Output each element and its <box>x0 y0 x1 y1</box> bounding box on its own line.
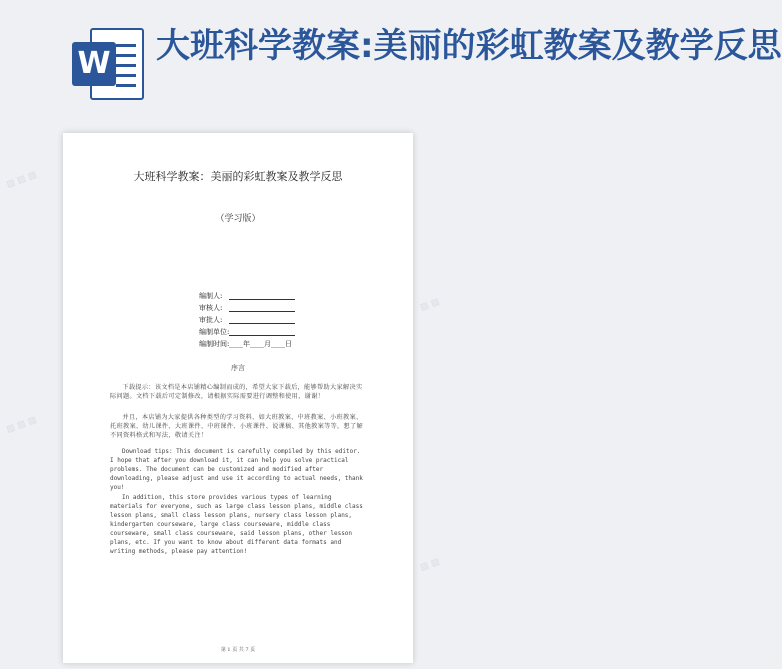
field-line <box>229 299 295 300</box>
document-subtitle: （学习版） <box>215 214 261 224</box>
field-label: 编制人: <box>199 292 223 300</box>
paragraph-cn-1: 下载提示：该文档是本店铺精心编制而成的，希望大家下载后，能够帮助大家解决实际问题。文档下载后可定制修改，请根据实际需要进行调整和使用，谢谢！ <box>110 384 363 400</box>
field-label: 审核人: <box>199 304 223 312</box>
paragraph-en-2: In addition, this store provides various types of learning materials for everyone, such as large class lesson plans, middle class lesson plans, small class lesson plans, nursery class lesson plans, kindergarten courseware, large class courseware, middle class courseware, small class courseware, said lesson plans, other lesson plans, etc. If you want to know about different data formats and writing methods, please pay attention! <box>110 494 363 555</box>
paragraph-cn-2: 并且，本店铺为大家提供各种类型的学习资料，如大班教案、中班教案、小班教案、托班教案、幼儿课件、大班课件、中班课件、小班课件、说课稿、其他教案等等，想了解不同资料格式和写法，敬请关注！ <box>110 414 364 439</box>
field-label: 编制单位: <box>199 328 230 336</box>
field-label: 编制时间: <box>199 340 230 348</box>
page-footer: 第 1 页 共 7 页 <box>220 647 256 653</box>
field-line <box>229 335 295 336</box>
word-icon <box>72 28 144 100</box>
document-page <box>63 133 413 663</box>
banner <box>0 0 782 130</box>
banner-title: 大班科学教案:美丽的彩虹教案及教学反思 <box>156 26 782 66</box>
watermark-mark: ▨ ▨ ▨ <box>5 169 39 191</box>
preface-heading: 序言 <box>231 364 245 372</box>
word-badge: W <box>72 42 116 86</box>
field-line <box>229 311 295 312</box>
document-title: 大班科学教案：美丽的彩虹教案及教学反思 <box>133 170 343 183</box>
field-date: ____年____月____日 <box>229 340 292 348</box>
watermark-mark: ▨ ▨ ▨ <box>5 414 39 436</box>
field-label: 审批人: <box>199 316 223 324</box>
field-line <box>229 323 295 324</box>
watermark-mark: ▨ ▨ <box>418 296 441 314</box>
watermark-mark: ▨ ▨ <box>418 556 441 574</box>
paragraph-en-1: Download tips: This document is carefully compiled by this editor. I hope that after you download it, it can help you solve practical problems. The document can be customized and modified after downloading, please adjust and use it according to actual needs, thank you! <box>110 448 363 491</box>
